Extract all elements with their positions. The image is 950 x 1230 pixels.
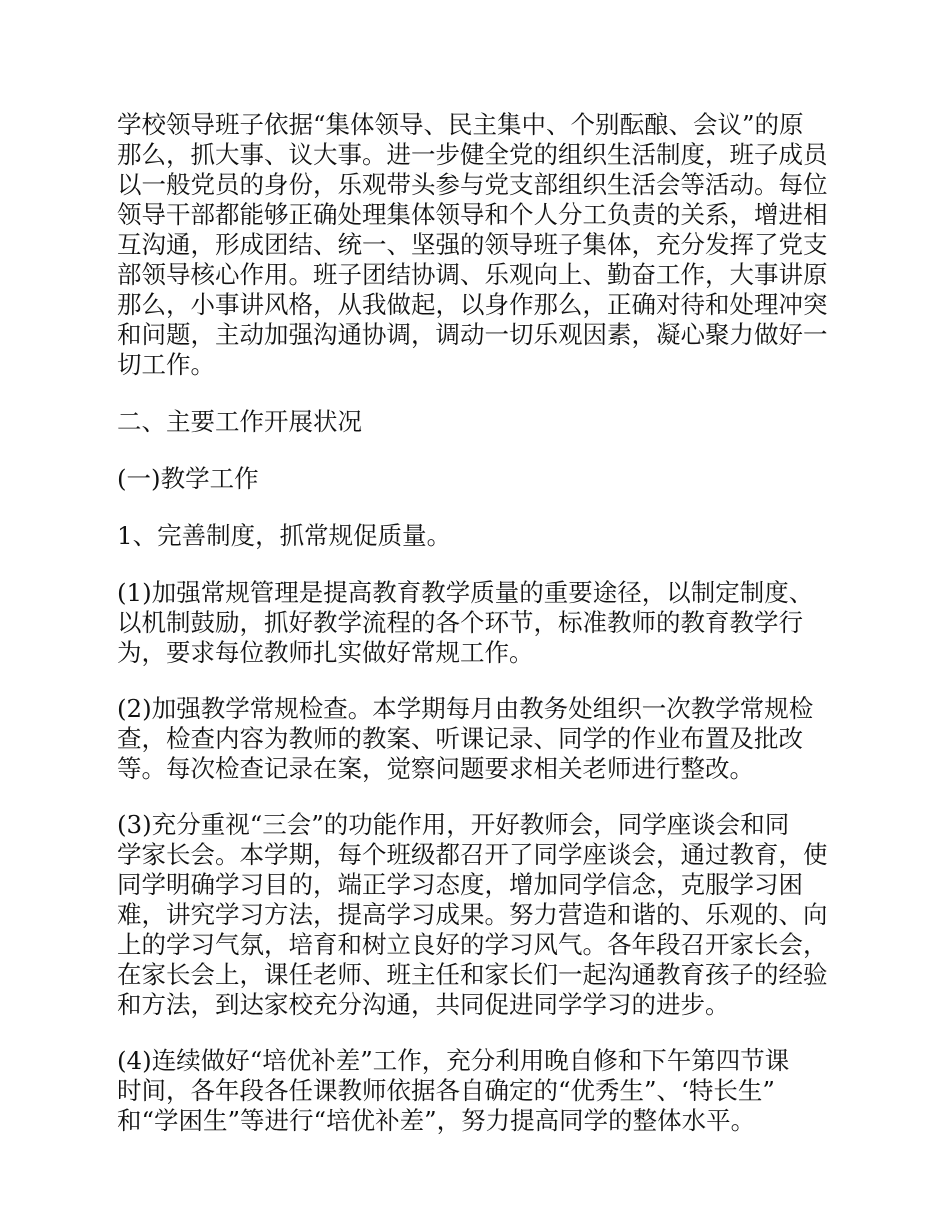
text-line: 领导干部都能够正确处理集体领导和个人分工负责的关系，增进相 [117,200,828,229]
text-line: 学校领导班子依据“集体领导、民主集中、个别酝酿、会议”的原 [117,110,804,139]
text-line: (2)加强教学常规检查。本学期每月由教务处组织一次教学常规检 [117,694,814,723]
text-line: (1)加强常规管理是提高教育教学质量的重要途径，以制定制度、 [117,578,814,607]
paragraph-spacer [117,551,837,578]
paragraph-spacer [117,437,837,464]
paragraph-item-2 [117,694,837,784]
text-line: (4)连续做好“培优补差”工作，充分利用晚自修和下午第四节课 [117,1046,790,1075]
text-line: 为，要求每位教师扎实做好常规工作。 [117,638,534,667]
text-line: 时间，各年段各任课教师依据各自确定的“优秀生”、‘特长生” [117,1076,775,1105]
text-line: 和问题，主动加强沟通协调，调动一切乐观因素，凝心聚力做好一 [117,320,828,349]
text-line: 那么，抓大事、议大事。进一步健全党的组织生活制度，班子成员 [117,140,828,169]
text-line: 在家长会上，课任老师、班主任和家长们一起沟通教育孩子的经验 [117,960,828,989]
text-line: 和方法，到达家校充分沟通，共同促进同学学习的进步。 [117,990,730,1019]
paragraph-spacer [117,494,837,521]
text-line: 等。每次检查记录在案，觉察问题要求相关老师进行整改。 [117,754,754,783]
text-line: 上的学习气氛，培育和树立良好的学习风气。各年段召开家长会， [117,930,828,959]
text-line: 难，讲究学习方法，提高学习成果。努力营造和谐的、乐观的、向 [117,900,828,929]
text-line: 那么，小事讲风格，从我做起，以身作那么，正确对待和处理冲突 [117,290,828,319]
document-page [117,110,837,1136]
text-line: 部领导核心作用。班子团结协调、乐观向上、勤奋工作，大事讲原 [117,260,828,289]
text-line: 同学明确学习目的，端正学习态度，增加同学信念，克服学习困 [117,870,803,899]
text-line: 以一般党员的身份，乐观带头参与党支部组织生活会等活动。每位 [117,170,828,199]
text-line: 以机制鼓励，抓好教学流程的各个环节，标准教师的教育教学行 [117,608,803,637]
heading-text: 二、主要工作开展状况 [117,407,362,436]
text-line: 切工作。 [117,350,215,379]
paragraph-item-1 [117,578,837,668]
section-heading [117,407,837,437]
text-line: 和“学困生”等进行“培优补差”，努力提高同学的整体水平。 [117,1106,756,1135]
paragraph-spacer [117,784,837,810]
paragraph-spacer [117,1020,837,1046]
heading-text: (一)教学工作 [117,464,259,493]
paragraph-leadership [117,110,837,380]
paragraph-spacer [117,668,837,694]
text-line: 互沟通，形成团结、统一、坚强的领导班子集体，充分发挥了党支 [117,230,828,259]
heading-text: 1、完善制度，抓常规促质量。 [117,521,452,550]
text-line: (3)充分重视“三会”的功能作用，开好教师会，同学座谈会和同 [117,810,790,839]
paragraph-item-4 [117,1046,837,1136]
item-heading [117,521,837,551]
subsection-heading [117,464,837,494]
text-line: 学家长会。本学期，每个班级都召开了同学座谈会，通过教育，使 [117,840,828,869]
paragraph-item-3 [117,810,837,1020]
text-line: 查，检查内容为教师的教案、听课记录、同学的作业布置及批改 [117,724,803,753]
paragraph-spacer [117,380,837,407]
